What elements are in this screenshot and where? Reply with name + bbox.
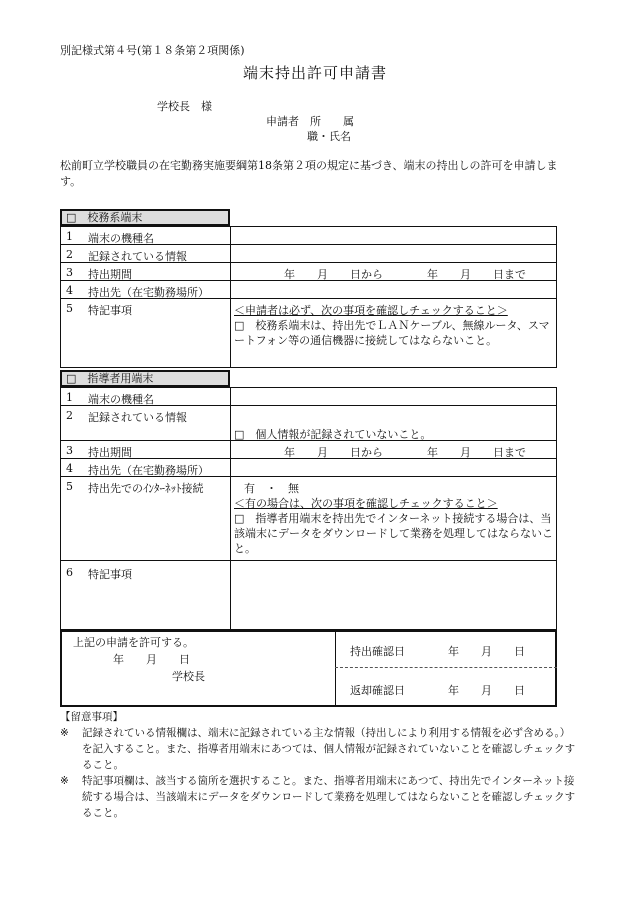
section2-internet-choice[interactable]: 有 ・ 無 — [244, 482, 299, 495]
section1-remarks-check[interactable]: □ 校務系端末は、持出先でＬＡＮケーブル、無線ルータ、スマートフォン等の通信機器に接続してはならないこと。 — [234, 319, 550, 347]
section1-row-number: 5 — [66, 302, 73, 315]
section2-row-number: 5 — [66, 480, 73, 493]
section2-internet-label: 持出先でのｲﾝﾀｰﾈｯﾄ接続 — [88, 482, 204, 495]
section2-row-number: 6 — [66, 566, 73, 579]
notes-section — [60, 709, 580, 821]
section2-column-divider — [230, 387, 231, 630]
section2-personal-info-check[interactable]: □ 個人情報が記録されていないこと。 — [234, 428, 432, 441]
note-item — [60, 725, 580, 773]
section1-row-number: 3 — [66, 266, 73, 279]
approval-principal: 学校長 — [172, 670, 205, 683]
notes-heading: 【留意事項】 — [60, 711, 123, 723]
section2-internet-instruction: ＜有の場合は、次の事項を確認しチェックすること＞ — [234, 497, 498, 510]
approval-date[interactable]: 年 月 日 — [113, 653, 190, 666]
note-item — [60, 773, 580, 821]
section1-device-model-label: 端末の機種名 — [88, 232, 154, 245]
note-mark: ※ — [60, 727, 69, 739]
section2-row-number: 1 — [66, 391, 73, 404]
section2-row-number: 2 — [66, 409, 73, 422]
section2-header[interactable]: □ 指導者用端末 — [60, 370, 230, 387]
section1-period-label: 持出期間 — [88, 268, 132, 281]
checkout-date-label: 持出確認日 — [350, 645, 405, 658]
section1-header[interactable]: □ 校務系端末 — [60, 209, 230, 226]
addressee: 学校長 様 — [157, 100, 212, 113]
section2-device-model-label: 端末の機種名 — [88, 393, 154, 406]
section1-row-number: 4 — [66, 284, 73, 297]
applicant-affiliation-label: 申請者 所 属 — [266, 115, 354, 128]
section1-period-value[interactable]: 年 月 日から 年 月 日まで — [284, 268, 526, 281]
approval-text: 上記の申請を許可する。 — [73, 636, 194, 649]
section2-row-number: 4 — [66, 462, 73, 475]
section1-row-number: 2 — [66, 248, 73, 261]
note-text: 記録されている情報欄は、端末に記録されている主な情報（持出しにより利用する情報を必ず含める。）を記入すること。また、指導者用端末にあつては、個人情報が記録されていないことを確認しチェックすること。 — [82, 727, 576, 771]
note-mark: ※ — [60, 775, 69, 787]
section2-recorded-info-label: 記録されている情報 — [88, 411, 187, 424]
section2-remarks-label: 特記事項 — [88, 568, 132, 581]
checkout-date-value[interactable]: 年 月 日 — [448, 645, 525, 658]
section1-destination-label: 持出先（在宅勤務場所） — [88, 286, 209, 299]
section1-column-divider — [230, 226, 231, 368]
section1-recorded-info-label: 記録されている情報 — [88, 250, 187, 263]
intro-paragraph: 松前町立学校職員の在宅勤務実施要綱第18条第２項の規定に基づき、端末の持出しの許可を申請します。 — [60, 159, 558, 188]
section2-destination-label: 持出先（在宅勤務場所） — [88, 464, 209, 477]
section2-period-value[interactable]: 年 月 日から 年 月 日まで — [284, 446, 526, 459]
applicant-name-label: 職・氏名 — [307, 130, 351, 143]
note-text: 特記事項欄は、該当する箇所を選択すること。また、指導者用端末にあつて、持出先でインターネット接続する場合は、当該端末にデータをダウンロードして業務を処理してはならないことを確認しチェックすること。 — [82, 775, 576, 819]
section1-row-number: 1 — [66, 230, 73, 243]
section1-remarks-instruction: ＜申請者は必ず、次の事項を確認しチェックすること＞ — [234, 304, 508, 317]
approval-divider — [335, 630, 336, 707]
form-number-label: 別記様式第４号(第１８条第２項関係) — [60, 44, 245, 57]
document-title: 端末持出許可申請書 — [242, 64, 387, 82]
approval-dashed-divider — [335, 667, 557, 668]
section1-remarks-label: 特記事項 — [88, 304, 132, 317]
section2-internet-check[interactable]: □ 指導者用端末を持出先でインターネット接続する場合は、当該端末にデータをダウンロードして業務を処理してはならないこと。 — [234, 512, 553, 555]
return-date-value[interactable]: 年 月 日 — [448, 684, 525, 697]
return-date-label: 返却確認日 — [350, 684, 405, 697]
section2-row-divider — [60, 560, 557, 561]
section2-period-label: 持出期間 — [88, 446, 132, 459]
section2-row-number: 3 — [66, 444, 73, 457]
